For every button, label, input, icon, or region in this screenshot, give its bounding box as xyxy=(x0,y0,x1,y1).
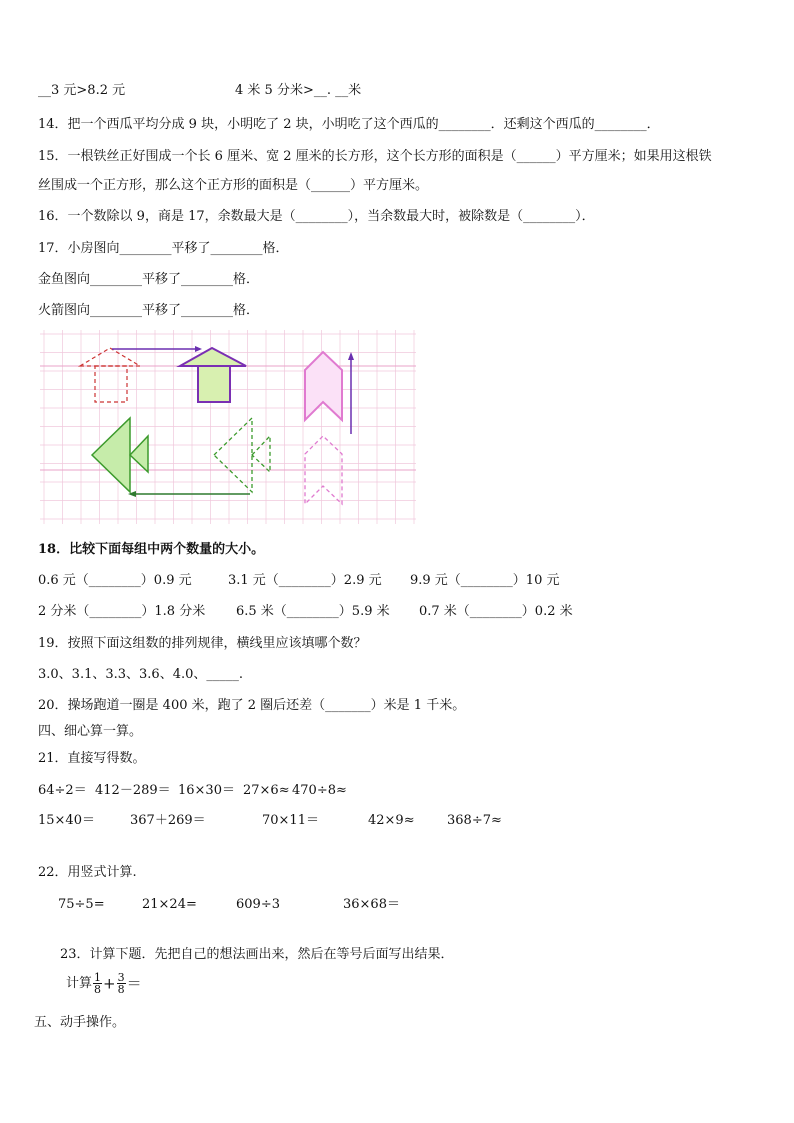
fraction2-numerator: 3 xyxy=(117,971,125,984)
q21-row1-item3: 16×30＝ xyxy=(178,783,235,798)
q18-row2-item1: 2 分米（________）1.8 分米 xyxy=(38,604,206,619)
q21-row1-item4: 27×6≈ xyxy=(243,783,290,798)
q23-prefix: 计算 xyxy=(66,976,93,991)
top-right-compare: 4 米 5 分米>__. __米 xyxy=(235,83,362,98)
fish-arrow xyxy=(128,491,250,497)
house-moved-shape xyxy=(180,348,246,402)
question-16: 16．一个数除以 9，商是 17，余数最大是（________），当余数最大时，被除数是（________）． xyxy=(38,209,595,224)
q23-expression xyxy=(66,972,142,995)
q21-row2-item2: 367＋269＝ xyxy=(130,813,206,828)
question-15-part1: 15．一根铁丝正好围成一个长 6 厘米、宽 2 厘米的长方形，这个长方形的面积是（______）平方厘米；如果用这根铁 xyxy=(38,149,712,164)
q21-row2-item1: 15×40＝ xyxy=(38,813,95,828)
fraction1-numerator: 1 xyxy=(94,971,102,984)
plus-sign: + xyxy=(103,974,116,993)
q18-row2-item2: 6.5 米（________）5.9 米 xyxy=(236,604,390,619)
question-23: 23．计算下题．先把自己的想法画出来，然后在等号后面写出结果． xyxy=(60,947,454,962)
fraction2-denominator: 8 xyxy=(117,983,125,996)
question-19: 19．按照下面这组数的排列规律，横线里应该填哪个数？ xyxy=(38,636,367,651)
q22-item4: 36×68＝ xyxy=(343,897,400,912)
q21-row1-item5: 470÷8≈ xyxy=(292,783,347,798)
equals-sign: ＝ xyxy=(126,974,142,993)
rocket-arrow xyxy=(348,352,354,434)
q21-row2-item5: 368÷7≈ xyxy=(447,813,502,828)
q18-row1-item3: 9.9 元（________）10 元 xyxy=(410,573,560,588)
q21-row1-item2: 412－289＝ xyxy=(95,783,171,798)
q22-item2: 21×24= xyxy=(142,897,197,912)
fish-original-shape xyxy=(214,418,270,492)
q21-row2-item4: 42×9≈ xyxy=(368,813,415,828)
q19-sequence: 3.0、3.1、3.3、3.6、4.0、_____. xyxy=(38,667,244,682)
section-four-heading: 四、细心算一算。 xyxy=(38,724,143,739)
translation-grid-figure xyxy=(40,330,416,524)
house-original-shape xyxy=(80,348,140,402)
section-five-heading: 五、动手操作。 xyxy=(34,1015,126,1030)
q18-row1-item1: 0.6 元（________）0.9 元 xyxy=(38,573,192,588)
rocket-moved-shape xyxy=(305,352,342,420)
question-17-house: 17．小房图向________平移了________格． xyxy=(38,241,289,256)
question-20: 20．操场跑道一圈是 400 米，跑了 2 圈后还差（_______）米是 1 千米。 xyxy=(38,698,466,713)
q21-row2-item3: 70×11＝ xyxy=(262,813,319,828)
question-18: 18．比较下面每组中两个数量的大小。 xyxy=(38,542,265,557)
question-22: 22．用竖式计算. xyxy=(38,865,137,880)
fraction-three-eighths xyxy=(117,972,126,995)
q21-row1-item1: 64÷2＝ xyxy=(38,783,87,798)
q22-item3: 609÷3 xyxy=(236,897,280,912)
question-15-part2: 丝围成一个正方形，那么这个正方形的面积是（______）平方厘米。 xyxy=(38,178,429,193)
q18-row2-item3: 0.7 米（________）0.2 米 xyxy=(419,604,573,619)
fish-moved-shape xyxy=(92,418,148,492)
fraction-one-eighth xyxy=(93,972,102,995)
question-17-rocket: 火箭图向________平移了________格． xyxy=(38,303,260,318)
fraction1-denominator: 8 xyxy=(94,983,102,996)
house-arrow xyxy=(112,346,202,352)
question-17-fish: 金鱼图向________平移了________格． xyxy=(38,272,260,287)
q18-row1-item2: 3.1 元（________）2.9 元 xyxy=(228,573,382,588)
top-left-compare: __3 元>8.2 元 xyxy=(38,83,126,98)
question-21: 21．直接写得数。 xyxy=(38,751,146,766)
q22-item1: 75÷5= xyxy=(58,897,105,912)
question-14: 14．把一个西瓜平均分成 9 块，小明吃了 2 块，小明吃了这个西瓜的________．还剩这个西瓜的________． xyxy=(38,117,660,132)
